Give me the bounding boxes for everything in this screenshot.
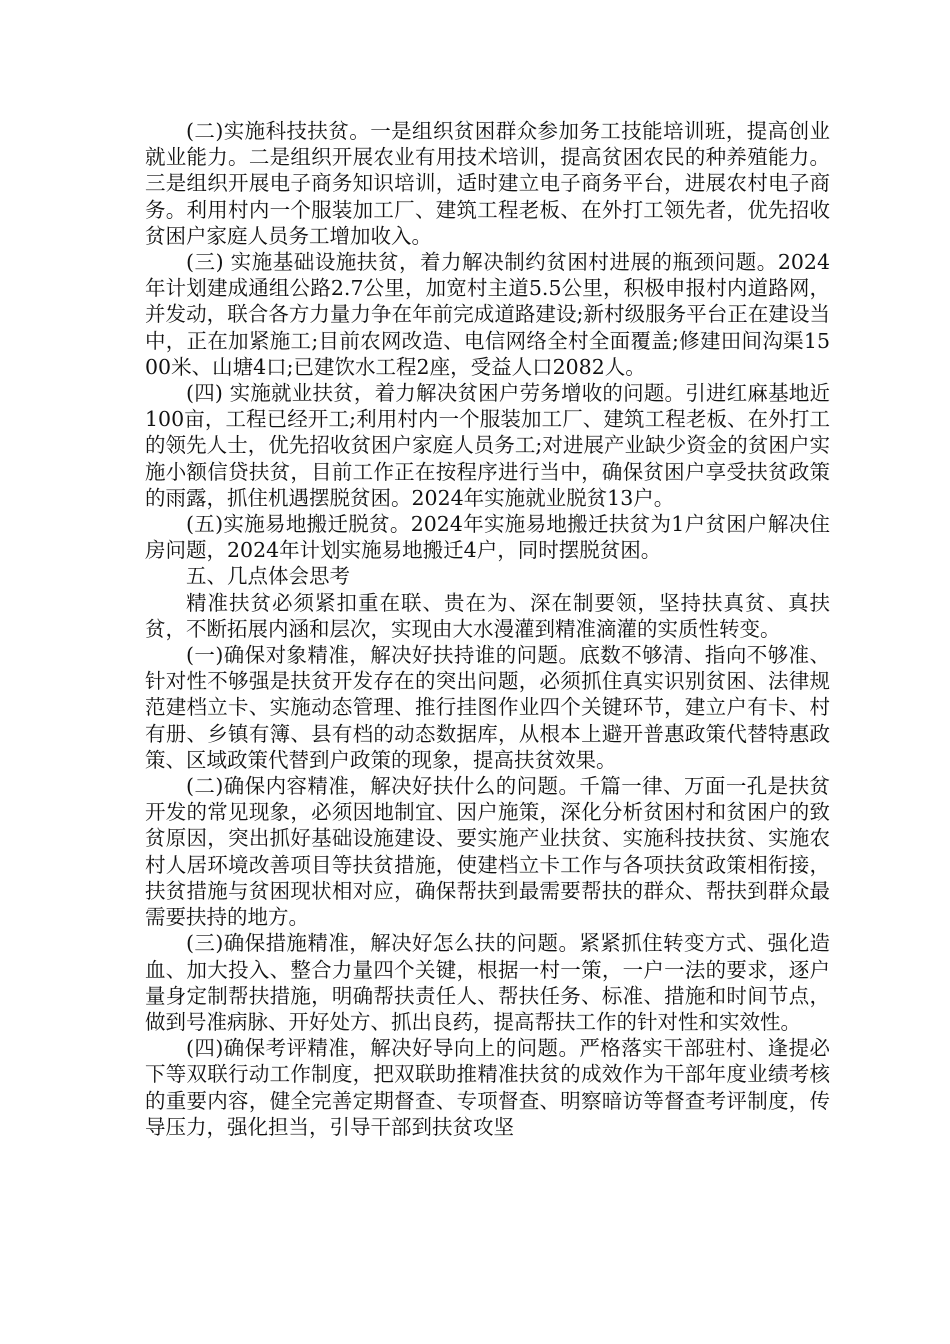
document-page	[145, 118, 830, 1140]
section-heading-reflections: 五、几点体会思考	[186, 564, 350, 589]
paragraph-infrastructure-poverty-relief: (三) 实施基础设施扶贫，着力解决制约贫困村进展的瓶颈问题。2024年计划建成通组公路2.7公里，加宽村主道5.5公里，积极申报村内道路网，并发动，联合各方力量力争在年前完成道路建设;新村级服务平台正在建设当中，正在加紧施工;目前农网改造、电信网络全村全面覆盖;修建田间沟渠1500米、山塘4口;已建饮水工程2座，受益人口2082人。	[145, 250, 830, 379]
paragraph-evaluation-precision: (四)确保考评精准，解决好导向上的问题。严格落实干部驻村、逢提必下等双联行动工作制度，把双联助推精准扶贫的成效作为干部年度业绩考核的重要内容，健全完善定期督查、专项督查、明察暗访等督查考评制度，传导压力，强化担当，引导干部到扶贫攻坚	[145, 1036, 830, 1139]
paragraph-tech-poverty-relief: (二)实施科技扶贫。一是组织贫困群众参加务工技能培训班，提高创业就业能力。二是组织开展农业有用技术培训，提高贫困农民的种养殖能力。三是组织开展电子商务知识培训，适时建立电子商务平台，进展农村电子商务。利用村内一个服装加工厂、建筑工程老板、在外打工领先者，优先招收贫困户家庭人员务工增加收入。	[145, 119, 830, 248]
paragraph-target-precision: (一)确保对象精准，解决好扶持谁的问题。底数不够清、指向不够准、针对性不够强是扶贫开发存在的突出问题，必须抓住真实识别贫困、法律规范建档立卡、实施动态管理、推行挂图作业四个关键环节，建立户有卡、村有册、乡镇有簿、县有档的动态数据库，从根本上避开普惠政策代替特惠政策、区域政策代替到户政策的现象，提高扶贫效果。	[145, 643, 830, 772]
paragraph-employment-poverty-relief: (四) 实施就业扶贫，着力解决贫困户劳务增收的问题。引进红麻基地近100亩，工程已经开工;利用村内一个服装加工厂、建筑工程老板、在外打工的领先人士，优先招收贫困户家庭人员务工;对进展产业缺少资金的贫困户实施小额信贷扶贫，目前工作正在按程序进行当中，确保贫困户享受扶贫政策的雨露，抓住机遇摆脱贫困。2024年实施就业脱贫13户。	[145, 381, 830, 510]
paragraph-content-precision: (二)确保内容精准，解决好扶什么的问题。千篇一律、万面一孔是扶贫开发的常见现象，必须因地制宜、因户施策，深化分析贫困村和贫困户的致贫原因，突出抓好基础设施建设、要实施产业扶贫、实施科技扶贫、实施农村人居环境改善项目等扶贫措施，使建档立卡工作与各项扶贫政策相衔接，扶贫措施与贫困现状相对应，确保帮扶到最需要帮扶的群众、帮扶到群众最需要扶持的地方。	[145, 774, 830, 930]
paragraph-relocation-poverty-relief: (五)实施易地搬迁脱贫。2024年实施易地搬迁扶贫为1户贫困户解决住房问题，2024年计划实施易地搬迁4户，同时摆脱贫困。	[145, 512, 830, 563]
paragraph-measure-precision: (三)确保措施精准，解决好怎么扶的问题。紧紧抓住转变方式、强化造血、加大投入、整合力量四个关键，根据一村一策，一户一法的要求，逐户量身定制帮扶措施，明确帮扶责任人、帮扶任务、标准、措施和时间节点，做到号准病脉、开好处方、抓出良药，提高帮扶工作的针对性和实效性。	[145, 931, 830, 1034]
paragraph-precision-principle: 精准扶贫必须紧扣重在联、贵在为、深在制要领，坚持扶真贫、真扶贫，不断拓展内涵和层次，实现由大水漫灌到精准滴灌的实质性转变。	[145, 590, 830, 641]
